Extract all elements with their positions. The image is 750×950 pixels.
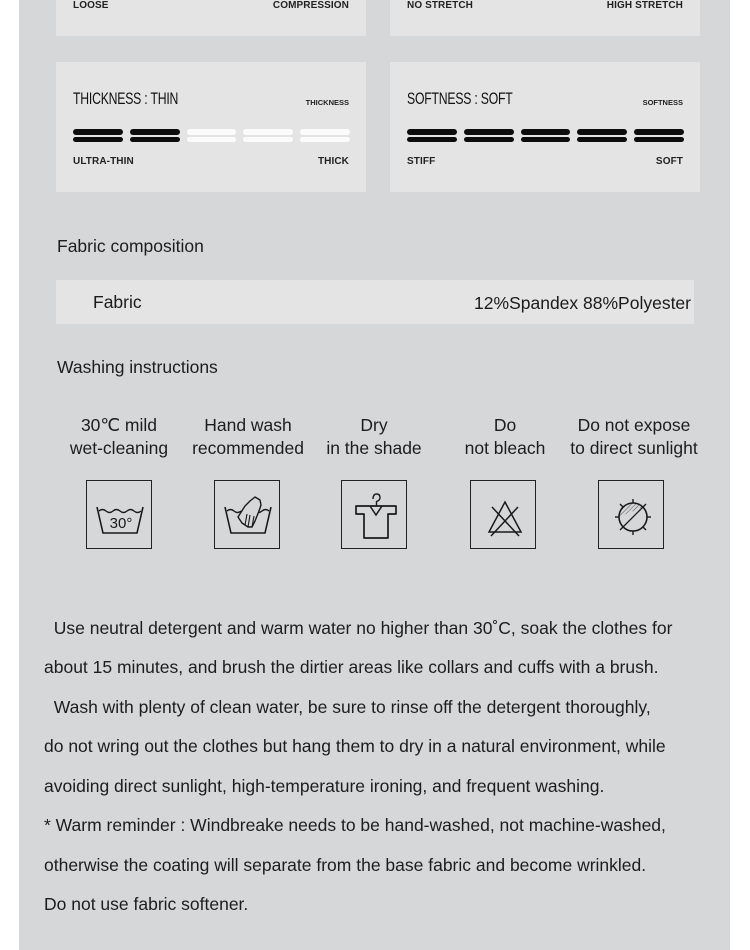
care-label-line: Hand wash (204, 415, 292, 435)
softener-warning-line: Do not use fabric softener. (44, 894, 249, 914)
thickness-title: THICKNESS : THIN (73, 89, 179, 108)
fabric-composition-heading: Fabric composition (57, 236, 204, 256)
meter-segment (407, 128, 457, 143)
softness-left-label: STIFF (407, 156, 436, 167)
softness-tag: SOFTNESS (642, 98, 683, 107)
fabric-label: Fabric (93, 292, 142, 312)
meter-segment (243, 128, 293, 143)
softness-right-label: SOFT (655, 156, 683, 167)
care-label-wash-30 (49, 414, 189, 459)
stretch-left-label: NO STRETCH (407, 0, 473, 11)
meter-segment (464, 128, 514, 143)
softness-meter (407, 128, 684, 143)
care-label-line: recommended (192, 437, 304, 458)
care-label-dry-shade (304, 414, 444, 459)
wash-30-icon (86, 480, 152, 549)
softness-title: SOFTNESS : SOFT (407, 89, 513, 108)
thickness-card (56, 62, 366, 192)
care-label-no-bleach (435, 414, 575, 459)
dry-in-shade-icon (341, 480, 407, 549)
meter-segment (634, 128, 684, 143)
instruction-line: do not wring out the clothes but hang them to dry in a natural environment, while (44, 736, 666, 756)
care-label-line: not bleach (464, 437, 546, 458)
fabric-value: 12%Spandex 88%Polyester (474, 293, 691, 313)
instruction-line: avoiding direct sunlight, high-temperature ironing, and frequent washing. (44, 776, 605, 796)
thickness-right-label: THICK (317, 156, 349, 167)
thickness-meter (73, 128, 350, 143)
meter-segment (521, 128, 571, 143)
care-label-line: Do not expose (577, 415, 691, 435)
meter-segment (73, 128, 123, 143)
no-bleach-icon (470, 480, 536, 549)
warm-reminder-line: * Warm reminder : Windbreake needs to be hand-washed, not machine-washed, (44, 815, 666, 835)
stretch-card (390, 0, 700, 36)
care-label-line: to direct sunlight (570, 437, 698, 458)
meter-segment (577, 128, 627, 143)
meter-segment (300, 128, 350, 143)
thickness-tag: THICKNESS (305, 98, 349, 107)
care-label-line: Dry (360, 415, 388, 435)
wash-temp-text: 30° (109, 515, 133, 532)
care-label-line: 30℃ mild (80, 415, 158, 435)
fit-right-label: COMPRESSION (272, 0, 349, 11)
fabric-row (56, 280, 694, 324)
hand-wash-icon (214, 480, 280, 549)
fit-left-label: LOOSE (73, 0, 109, 11)
care-label-hand-wash (178, 414, 318, 459)
stretch-right-label: HIGH STRETCH (606, 0, 683, 11)
meter-segment (187, 128, 237, 143)
meter-segment (130, 128, 180, 143)
softness-card (390, 62, 700, 192)
thickness-left-label: ULTRA-THIN (73, 156, 134, 167)
instruction-line: Wash with plenty of clean water, be sure to rinse off the detergent thoroughly, (44, 697, 651, 717)
care-label-no-sunlight (564, 414, 704, 459)
instruction-line: Use neutral detergent and warm water no higher than 30˚C, soak the clothes for (44, 618, 673, 638)
care-label-line: wet-cleaning (69, 437, 169, 458)
washing-instructions-heading: Washing instructions (57, 357, 218, 377)
fit-card (56, 0, 366, 36)
care-label-line: in the shade (326, 437, 422, 458)
warm-reminder-line: otherwise the coating will separate from the base fabric and become wrinkled. (44, 855, 647, 875)
instruction-line: about 15 minutes, and brush the dirtier areas like collars and cuffs with a brush. (44, 657, 659, 677)
care-label-line: Do (493, 415, 517, 435)
no-sunlight-icon (598, 480, 664, 549)
